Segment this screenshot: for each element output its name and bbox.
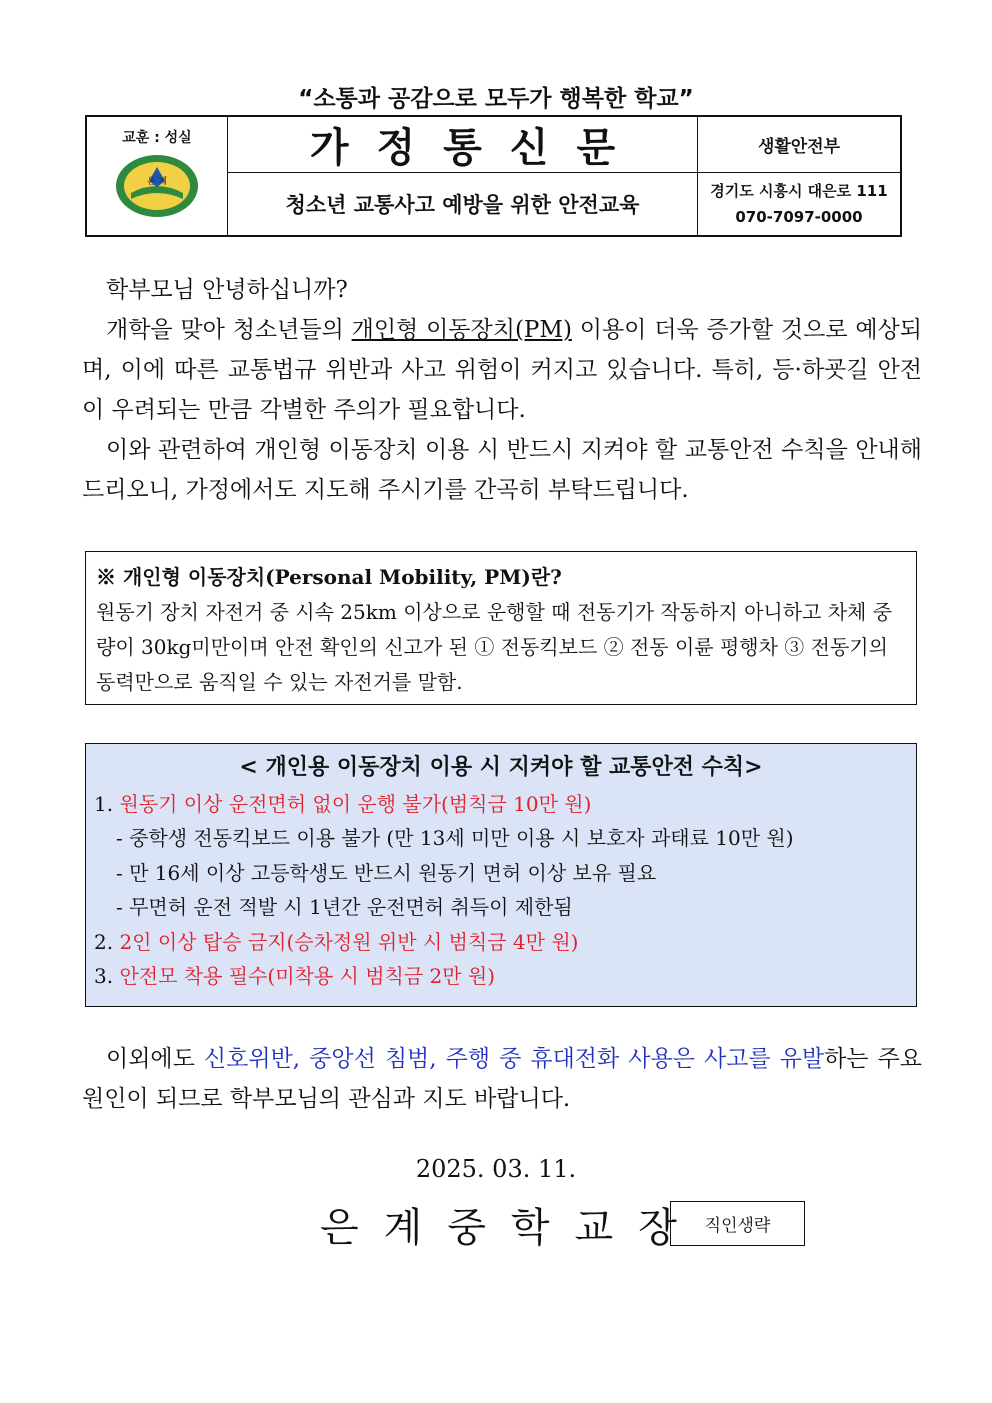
school-motto-label: 교훈 : 성실 — [122, 130, 192, 146]
rule-1-sub-1: - 중학생 전동킥보드 이용 불가 (만 13세 미만 이용 시 보호자 과태료 10만 원) — [116, 826, 794, 850]
school-address: 경기도 시흥시 대은로 111 — [710, 182, 888, 200]
paragraph-1 — [82, 310, 922, 430]
letter-title: 가정통신문 — [228, 117, 698, 173]
closing-text-a: 이외에도 — [106, 1046, 204, 1072]
rule-3-num: 3. — [94, 964, 120, 988]
rules-heading: < 개인용 이동장치 이용 시 지켜야 할 교통안전 수칙> — [239, 754, 763, 780]
p1-text-a: 개학을 맞아 청소년들의 — [106, 317, 352, 343]
school-logo-cell — [87, 117, 228, 235]
rule-3 — [94, 959, 908, 994]
rule-3-text: 안전모 착용 필수(미착용 시 범칙금 2만 원) — [119, 964, 496, 988]
logo-text: 은 계 — [146, 177, 168, 187]
rule-1-num: 1. — [94, 791, 120, 816]
closing-highlight: 신호위반, 중앙선 침범, 주행 중 휴대전화 사용은 사고를 유발 — [203, 1046, 825, 1072]
seal-omitted-box: 직인생략 — [670, 1201, 805, 1246]
issue-date: 2025. 03. 11. — [415, 1155, 577, 1183]
safety-rules-box — [85, 743, 917, 1007]
definition-text: 원동기 장치 자전거 중 시속 25km 이상으로 운행할 때 전동기가 작동하지 아니하고 차체 중량이 30kg미만이며 안전 확인의 신고가 된 ① 전동킥보드 ② 전동 이륜 평행차 ③ 전동기의 동력만으로 움직일 수 있는 자전거를 말함. — [96, 600, 893, 694]
rule-2-text: 2인 이상 탑승 금지(승차정원 위반 시 범칙금 4만 원) — [119, 929, 579, 954]
pm-term: 개인형 이동장치(PM) — [351, 317, 572, 343]
pm-definition-box — [85, 551, 917, 705]
closing-text-b: 하는 주요 원인이 되므로 학부모님의 관심과 지도 바랍니다. — [82, 1046, 923, 1112]
closing-paragraph — [82, 1039, 922, 1119]
school-phone: 070-7097-0000 — [735, 208, 863, 226]
school-motto: “소통과 공감으로 모두가 행복한 학교” — [298, 86, 694, 112]
rule-1-sub-3: - 무면허 운전 적발 시 1년간 운전면허 취득이 제한됨 — [116, 895, 573, 919]
greeting: 학부모님 안녕하십니까? — [106, 277, 348, 303]
p1-text-b: 이용이 더욱 증가할 것으로 예상되며, 이에 따른 교통법규 위반과 사고 위험이 커지고 있습니다. 특히, 등·하굣길 안전이 우려되는 만큼 각별한 주의가 필요합니다. — [82, 317, 923, 423]
letter-subtitle: 청소년 교통사고 예방을 위한 안전교육 — [228, 173, 698, 235]
rule-1-sub-2: - 만 16세 이상 고등학생도 반드시 원동기 면허 이상 보유 필요 — [116, 860, 657, 885]
principal-signature: 은계중학교장 — [320, 1205, 702, 1251]
letter-header — [85, 115, 902, 237]
contact-info — [698, 173, 900, 235]
rule-1 — [94, 787, 908, 822]
department: 생활안전부 — [698, 117, 900, 173]
school-emblem-icon — [113, 153, 201, 219]
definition-heading: ※ 개인형 이동장치(Personal Mobility, PM)란? — [96, 565, 562, 589]
rule-2 — [94, 925, 908, 960]
paragraph-2: 이와 관련하여 개인형 이동장치 이용 시 반드시 지켜야 할 교통안전 수칙을 안내해 드리오니, 가정에서도 지도해 주시기를 간곡히 부탁드립니다. — [82, 437, 922, 503]
rule-2-num: 2. — [94, 929, 120, 954]
rule-1-text: 원동기 이상 운전면허 없이 운행 불가(범칙금 10만 원) — [119, 791, 592, 816]
